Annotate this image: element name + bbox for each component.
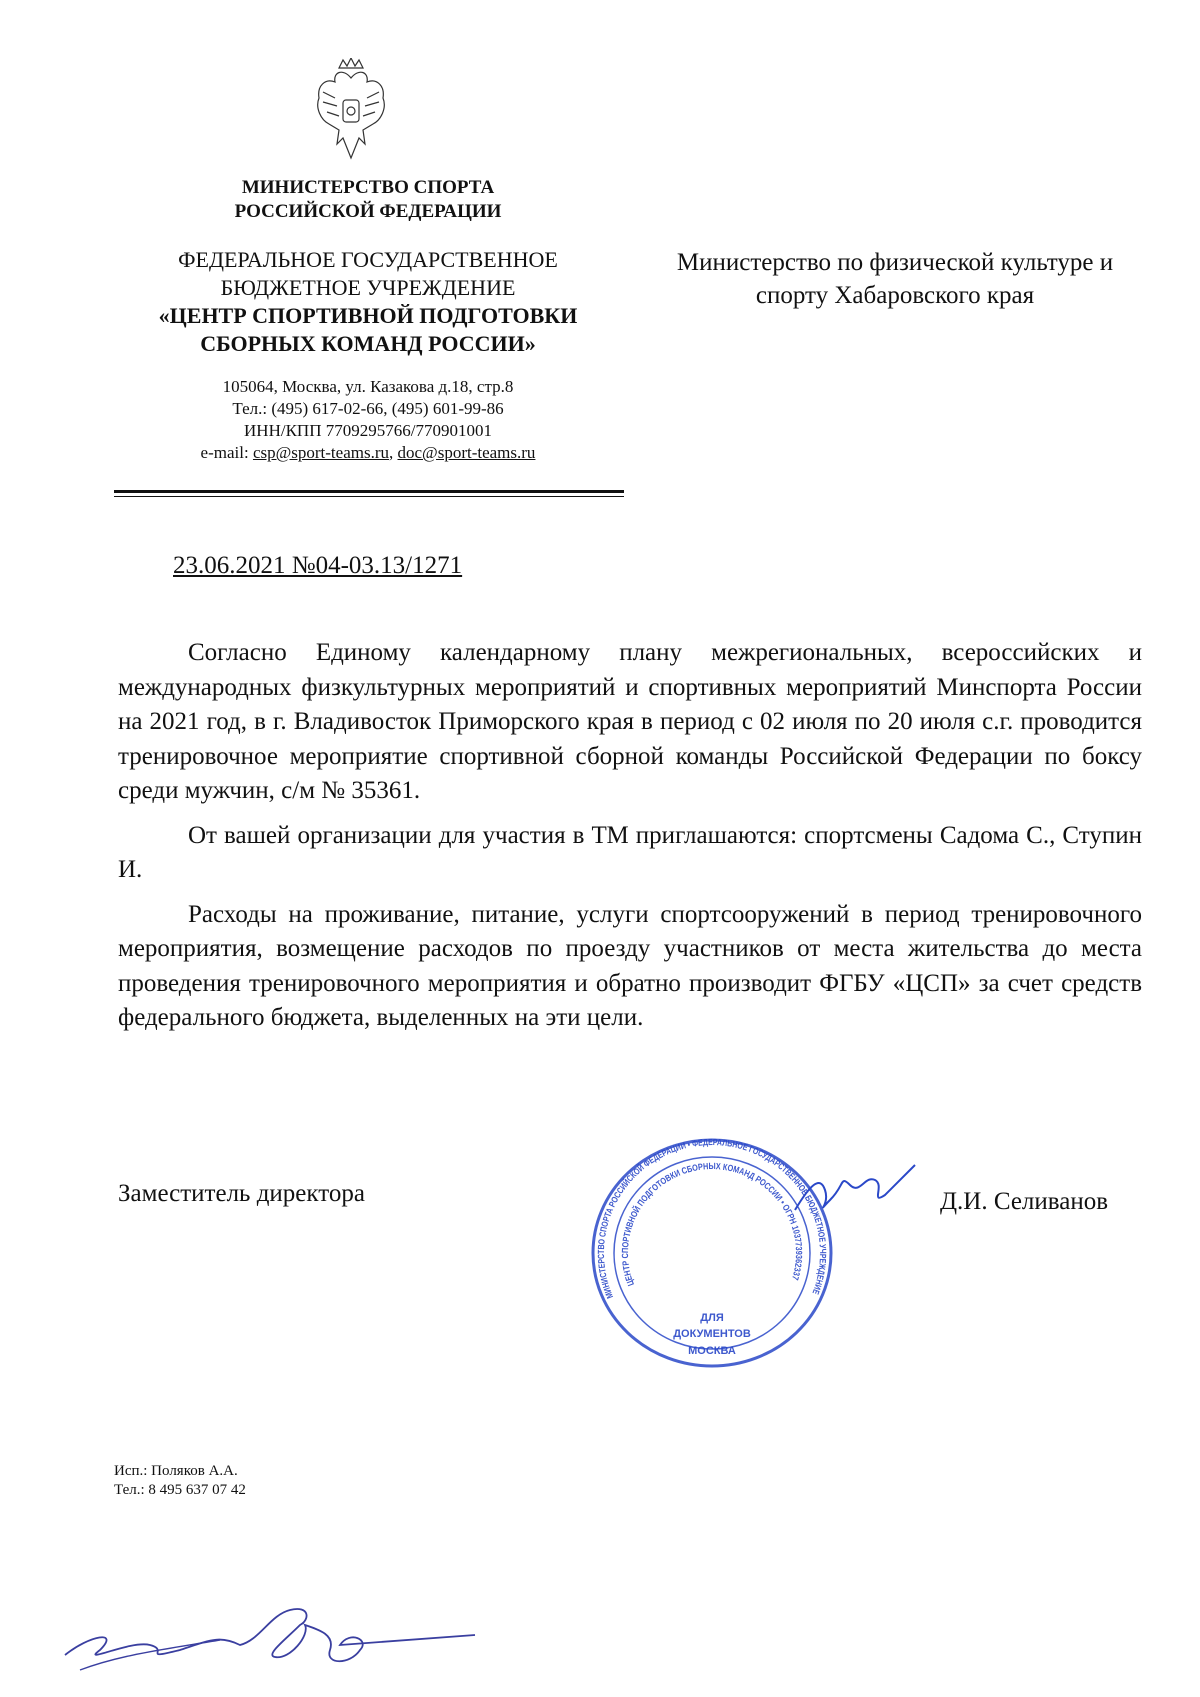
handwritten-signature — [60, 1595, 480, 1680]
stamp-center-line: ДЛЯ — [700, 1312, 724, 1324]
registration-number: 23.06.2021 №04-03.13/1271 — [173, 552, 463, 579]
header-divider-thick — [114, 490, 624, 493]
org-line: «ЦЕНТР СПОРТИВНОЙ ПОДГОТОВКИ — [158, 303, 578, 328]
stamp-inner-ring-text: ЦЕНТР СПОРТИВНОЙ ПОДГОТОВКИ СБОРНЫХ КОМАНД РОССИИ • ОГРН 1037739362337 — [619, 1161, 805, 1288]
header-divider-thin — [114, 496, 624, 497]
recipient — [640, 246, 1150, 312]
body-paragraph: Расходы на проживание, питание, услуги спортсооружений в период тренировочного мероприятия, возмещение расходов по проезду участников от места жительства до места проведения тренировочного мероприятия и обратно производит ФГБУ «ЦСП» за счет средств федерального бюджета, выделенных на эти цели. — [118, 900, 1142, 1031]
signatory-name: Д.И. Селиванов — [940, 1188, 1109, 1215]
email-link-doc[interactable]: doc@sport-teams.ru — [397, 443, 536, 462]
signatory-title: Заместитель директора — [118, 1180, 365, 1207]
body-paragraph: От вашей организации для участия в ТМ приглашаются: спортсмены Садома С., Ступин И. — [118, 821, 1142, 883]
ministry-line: РОССИЙСКОЙ ФЕДЕРАЦИИ — [234, 201, 502, 222]
ministry-line: МИНИСТЕРСТВО СПОРТА — [241, 177, 495, 198]
ministry-name — [118, 176, 618, 224]
coat-of-arms-emblem — [313, 58, 389, 166]
executor-block — [114, 1462, 246, 1500]
address: 105064, Москва, ул. Казакова д.18, стр.8 — [222, 377, 514, 396]
recipient-line: Министерство по физической культуре и — [676, 249, 1114, 276]
contacts-block — [118, 376, 618, 464]
org-line: СБОРНЫХ КОМАНД РОССИИ» — [200, 331, 536, 356]
stamp-center-line: ДОКУМЕНТОВ — [673, 1328, 751, 1340]
organization-name — [118, 246, 618, 358]
director-signature — [790, 1155, 920, 1225]
phone: Тел.: (495) 617-02-66, (495) 601-99-86 — [232, 399, 504, 418]
executor-phone: Тел.: 8 495 637 07 42 — [114, 1482, 246, 1498]
recipient-line: спорту Хабаровского края — [755, 282, 1035, 309]
org-line: БЮДЖЕТНОЕ УЧРЕЖДЕНИЕ — [220, 275, 516, 300]
stamp-outer-ring-text: МИНИСТЕРСТВО СПОРТА РОССИЙСКОЙ ФЕДЕРАЦИИ • ФЕДЕРАЛЬНОЕ ГОСУДАРСТВЕННОЕ БЮДЖЕТНОЕ УЧРЕЖДЕНИЕ — [595, 1138, 829, 1301]
inn-kpp: ИНН/КПП 7709295766/770901001 — [244, 421, 492, 440]
stamp-city: МОСКВА — [688, 1345, 736, 1357]
email-label: e-mail: — [200, 443, 249, 462]
email-line: e-mail: csp@sport-teams.ru, doc@sport-teams.ru — [200, 443, 536, 462]
body-paragraph: Согласно Единому календарному плану межрегиональных, всероссийских и международных физкультурных мероприятий и спортивных мероприятий Минспорта России на 2021 год, в г. Владивосток Приморского края в период с 02 июля по 20 июля с.г. проводится тренировочное мероприятие спортивной сборной команды Российской Федерации по боксу среди мужчин, с/м № 35361. — [118, 639, 1142, 804]
org-line: ФЕДЕРАЛЬНОЕ ГОСУДАРСТВЕННОЕ — [178, 247, 558, 272]
email-link-csp[interactable]: csp@sport-teams.ru — [252, 443, 389, 462]
letter-body — [118, 636, 1142, 1046]
executor-name: Исп.: Поляков А.А. — [114, 1463, 238, 1479]
